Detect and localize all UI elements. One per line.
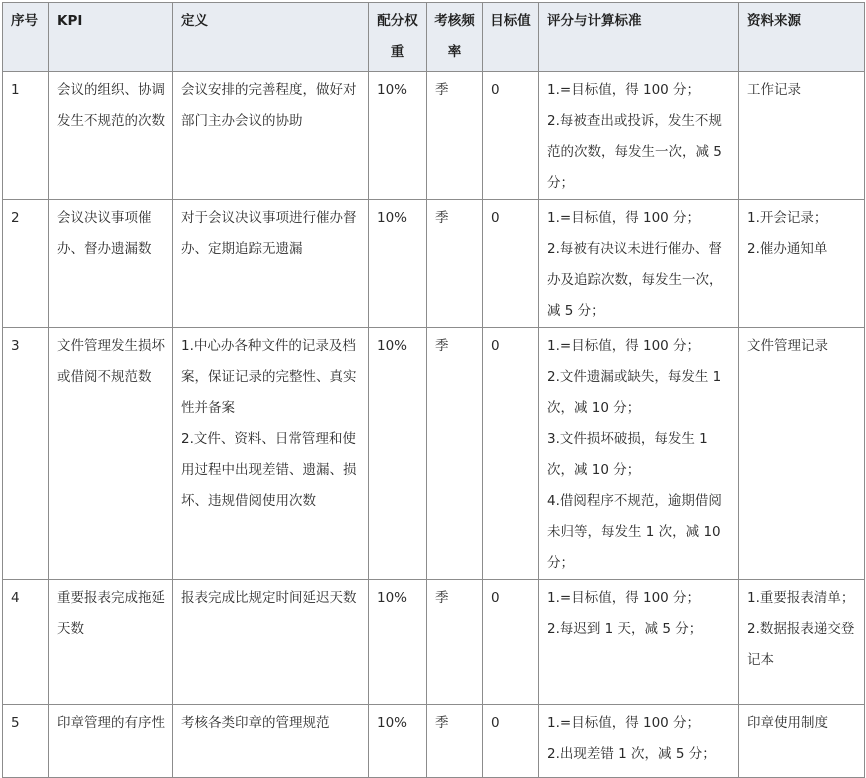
cell-target: 0 bbox=[483, 72, 539, 200]
cell-frequency: 季 bbox=[427, 72, 483, 200]
cell-criteria bbox=[539, 580, 739, 705]
header-seq: 序号 bbox=[3, 3, 49, 72]
cell-definition: 考核各类印章的管理规范 bbox=[173, 705, 369, 778]
cell-seq: 3 bbox=[3, 328, 49, 580]
cell-criteria bbox=[539, 200, 739, 328]
cell-kpi: 会议决议事项催办、督办遗漏数 bbox=[49, 200, 173, 328]
source-line: 2.数据报表递交登记本 bbox=[747, 621, 855, 668]
cell-frequency: 季 bbox=[427, 580, 483, 705]
cell-weight: 10% bbox=[369, 72, 427, 200]
source-line: 文件管理记录 bbox=[747, 338, 828, 354]
cell-target: 0 bbox=[483, 705, 539, 778]
cell-frequency: 季 bbox=[427, 328, 483, 580]
cell-seq: 1 bbox=[3, 72, 49, 200]
table-row bbox=[3, 200, 865, 328]
cell-seq: 5 bbox=[3, 705, 49, 778]
cell-source bbox=[739, 72, 865, 200]
header-target: 目标值 bbox=[483, 3, 539, 72]
header-row bbox=[3, 3, 865, 72]
table-row bbox=[3, 72, 865, 200]
criteria-line: 2.出现差错 1 次，减 5 分； bbox=[547, 746, 716, 762]
cell-definition: 报表完成比规定时间延迟天数 bbox=[173, 580, 369, 705]
criteria-line: 1.=目标值，得 100 分； bbox=[547, 210, 701, 226]
cell-weight: 10% bbox=[369, 200, 427, 328]
criteria-line: 1.=目标值，得 100 分； bbox=[547, 338, 701, 354]
cell-seq: 4 bbox=[3, 580, 49, 705]
table-row bbox=[3, 580, 865, 705]
criteria-line: 2.每被有决议未进行催办、督办及追踪次数，每发生一次，减 5 分； bbox=[547, 241, 723, 319]
criteria-line: 1.=目标值，得 100 分； bbox=[547, 82, 701, 98]
cell-kpi: 文件管理发生损坏或借阅不规范数 bbox=[49, 328, 173, 580]
criteria-line: 1.=目标值，得 100 分； bbox=[547, 590, 701, 606]
cell-weight: 10% bbox=[369, 705, 427, 778]
cell-definition: 1.中心办各种文件的记录及档案，保证记录的完整性、真实性并备案 2.文件、资料、日常管理和使用过程中出现差错、遗漏、损坏、违规借阅使用次数 bbox=[173, 328, 369, 580]
cell-source bbox=[739, 328, 865, 580]
cell-kpi: 印章管理的有序性 bbox=[49, 705, 173, 778]
source-line: 印章使用制度 bbox=[747, 715, 828, 731]
criteria-line: 2.每迟到 1 天，减 5 分； bbox=[547, 621, 703, 637]
cell-target: 0 bbox=[483, 580, 539, 705]
cell-seq: 2 bbox=[3, 200, 49, 328]
header-source: 资料来源 bbox=[739, 3, 865, 72]
cell-weight: 10% bbox=[369, 328, 427, 580]
cell-definition: 会议安排的完善程度，做好对部门主办会议的协助 bbox=[173, 72, 369, 200]
criteria-line: 1.=目标值，得 100 分； bbox=[547, 715, 701, 731]
cell-source bbox=[739, 200, 865, 328]
cell-criteria bbox=[539, 705, 739, 778]
source-line: 1.开会记录； bbox=[747, 210, 828, 226]
cell-definition: 对于会议决议事项进行催办督办、定期追踪无遗漏 bbox=[173, 200, 369, 328]
header-frequency: 考核频率 bbox=[427, 3, 483, 72]
cell-criteria bbox=[539, 72, 739, 200]
header-kpi: KPI bbox=[49, 3, 173, 72]
cell-criteria bbox=[539, 328, 739, 580]
cell-source bbox=[739, 580, 865, 705]
criteria-line: 2.每被查出或投诉，发生不规范的次数，每发生一次，减 5 分； bbox=[547, 113, 722, 191]
cell-source bbox=[739, 705, 865, 778]
source-line: 2.催办通知单 bbox=[747, 241, 828, 257]
source-line: 1.重要报表清单； bbox=[747, 590, 855, 606]
cell-target: 0 bbox=[483, 200, 539, 328]
cell-frequency: 季 bbox=[427, 705, 483, 778]
cell-kpi: 会议的组织、协调发生不规范的次数 bbox=[49, 72, 173, 200]
criteria-line: 2.文件遗漏或缺失，每发生 1 次，减 10 分； bbox=[547, 369, 722, 416]
criteria-line: 3.文件损坏破损，每发生 1 次，减 10 分； bbox=[547, 431, 708, 478]
cell-frequency: 季 bbox=[427, 200, 483, 328]
kpi-table bbox=[2, 2, 865, 778]
table-row bbox=[3, 705, 865, 778]
header-definition: 定义 bbox=[173, 3, 369, 72]
header-weight: 配分权重 bbox=[369, 3, 427, 72]
criteria-line: 4.借阅程序不规范，逾期借阅未归等，每发生 1 次，减 10 分； bbox=[547, 493, 722, 571]
header-criteria: 评分与计算标准 bbox=[539, 3, 739, 72]
source-line: 工作记录 bbox=[747, 82, 801, 98]
table-row bbox=[3, 328, 865, 580]
cell-weight: 10% bbox=[369, 580, 427, 705]
cell-kpi: 重要报表完成拖延天数 bbox=[49, 580, 173, 705]
cell-target: 0 bbox=[483, 328, 539, 580]
